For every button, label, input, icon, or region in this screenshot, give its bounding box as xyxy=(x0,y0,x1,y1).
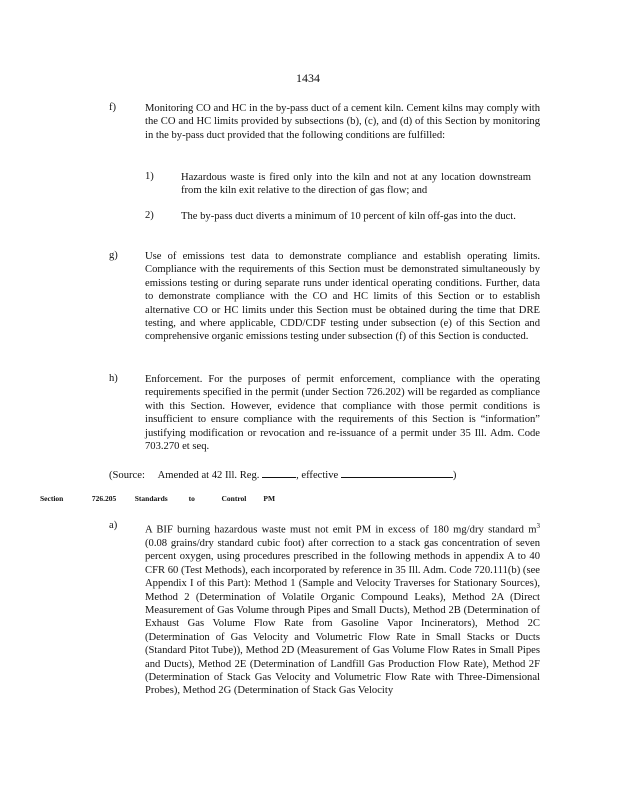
item-text-f: Monitoring CO and HC in the by-pass duct of a cement kiln. Cement kilns may comply with the CO and HC limits provided by subsections (b), (c), and (d) of this Section by monitoring in the by-pass duct provided that the following conditions are fulfilled: xyxy=(145,103,540,141)
section-item-text-a xyxy=(145,520,540,698)
section-item-text-a-part1: A BIF burning hazardous waste must not emit PM in excess of 180 mg/dry standard m xyxy=(145,524,537,536)
subitem-text-2: The by-pass duct diverts a minimum of 10 percent of kiln off-gas into the duct. xyxy=(181,211,516,222)
subitem-text-1: Hazardous waste is fired only into the kiln and not at any location downstream from the kiln exit relative to the direction of gas flow; and xyxy=(181,172,531,197)
section-heading xyxy=(40,494,275,503)
section-number: 726.205 xyxy=(91,494,117,503)
section-word: Section xyxy=(40,494,64,503)
superscript-3: 3 xyxy=(536,522,540,530)
source-separator: , effective xyxy=(296,470,339,481)
section-title-to: to xyxy=(188,494,195,503)
item-label-g: g) xyxy=(109,250,118,261)
subitem-label-1: 1) xyxy=(145,171,154,182)
section-item-text-a-part2: (0.08 grains/dry standard cubic foot) after correction to a stack gas concentration of seven percent oxygen, using procedures prescribed in the following methods in appendix A to 40 CFR 60 (Test Methods), each incorporated by reference in 35 Ill. Adm. Code 720.111(b) (see Appendix I of this Part): Method 1 (Sample and Velocity Traverses for Stationary Sources), Method 2 (Determination of Volatile Organic Compound Leaks), Method 2A (Direct Measurement of Gas Volume through Pipes and Small Ducts), Method 2B (Determination of Exhaust Gas Volume Flow Rate from Gasoline Vapor Incinerators), Method 2C (Determination of Gas Velocity and Volumetric Flow Rate in Small Stacks or Ducts (Standard Pitot Tube)), Method 2D (Measurement of Gas Volume Flow Rates in Small Pipes and Ducts), Method 2E (Determination of Landfill Gas Production Flow Rate), Method 2F (Determination of Stack Gas Velocity and Volumetric Flow Rate with Three-Dimensional Probes), Method 2G (Determination of Stack Gas Velocity xyxy=(145,537,540,697)
source-blank-reg xyxy=(262,468,296,478)
subitem-label-2: 2) xyxy=(145,210,154,221)
item-text-g: Use of emissions test data to demonstrate compliance and establish operating limits. Compliance with the requirements of this Section must be demonstrated simultaneously by emissions testing or during separate runs under identical operating conditions. Further, data to demonstrate compliance with the CO and HC limits of this Section or to establish alternative CO or HC limits under this Section must be obtained during the time that DRE testing, and where applicable, CDD/CDF testing under subsection (e) of this Section and comprehensive organic emissions testing under subsection (f) of this Section is conducted. xyxy=(145,251,540,343)
section-title-control: Control xyxy=(221,494,247,503)
section-title-standards: Standards xyxy=(134,494,168,503)
item-label-f: f) xyxy=(109,102,117,113)
section-title-pm: PM xyxy=(263,494,276,503)
page-number: 1434 xyxy=(296,71,320,85)
item-label-h: h) xyxy=(109,373,118,384)
source-close: ) xyxy=(452,470,457,481)
source-note xyxy=(109,468,456,481)
source-amended: Amended at 42 Ill. Reg. xyxy=(157,470,260,481)
source-blank-date xyxy=(341,468,453,478)
section-item-label-a: a) xyxy=(109,520,118,531)
item-text-h: Enforcement. For the purposes of permit enforcement, compliance with the operating requirements specified in the permit (under Section 726.202) will be regarded as compliance with this Section. However, evidence that compliance with those permit conditions is insufficient to ensure compliance with the requirements of this Section is “information” justifying modification or revocation and re-issuance of a permit under 35 Ill. Adm. Code 703.270 et seq. xyxy=(145,374,540,453)
source-prefix: (Source: xyxy=(109,470,145,481)
